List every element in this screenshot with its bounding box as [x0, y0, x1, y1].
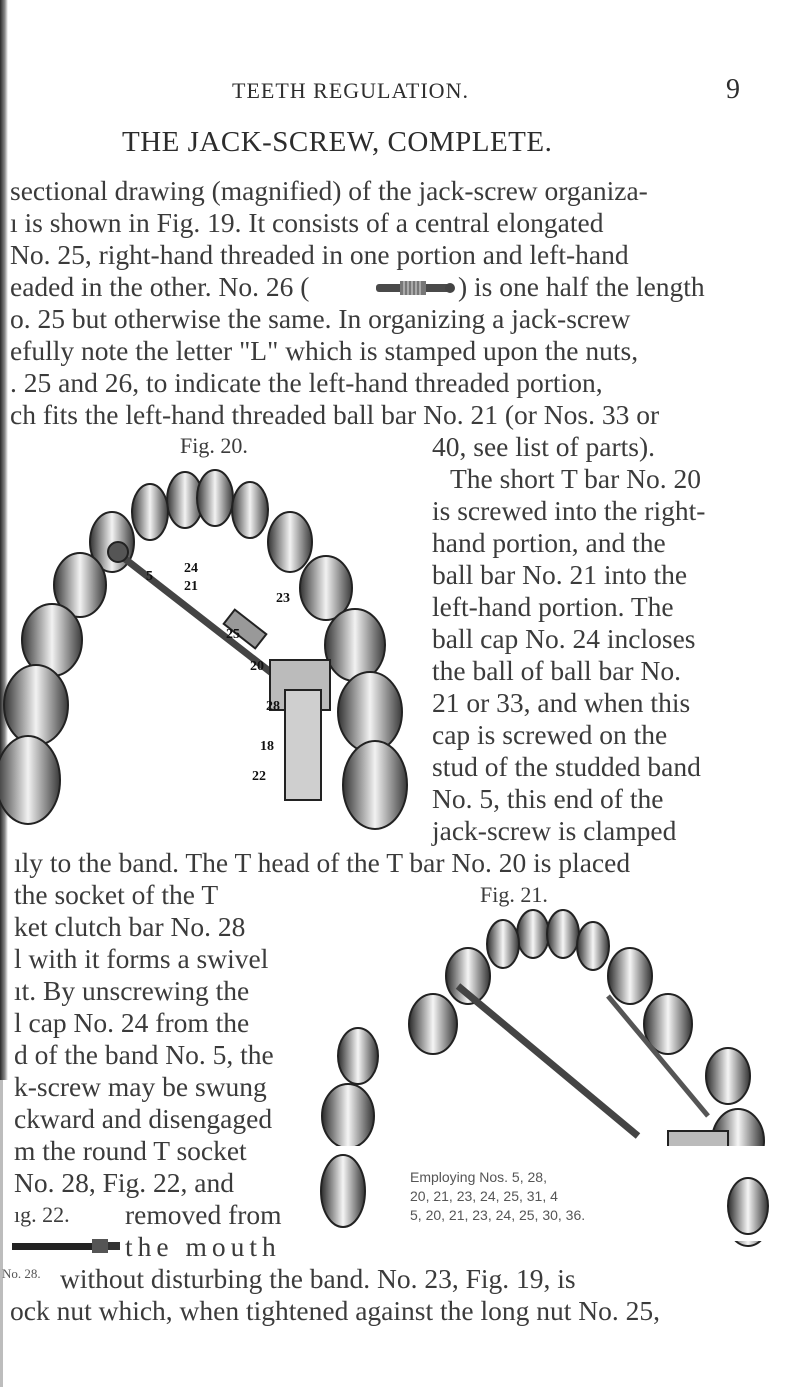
fig20-label: 23: [276, 591, 290, 606]
text-line: is screwed into the right-: [432, 495, 706, 526]
fig20-label: 25: [226, 627, 240, 642]
figure-21-mouth-appliance: [308, 906, 773, 1241]
margin-note: No. 28.: [2, 1266, 41, 1281]
text-line: No. 25, right-hand threaded in one portion and left-hand: [10, 239, 629, 270]
text-line: left-hand portion. The: [432, 591, 674, 622]
book-spine-edge: [0, 1080, 3, 1387]
text-line: 21 or 33, and when this: [432, 687, 691, 718]
fig20-label: 21: [184, 579, 198, 594]
page-number: 9: [726, 74, 740, 105]
text-line: ball cap No. 24 incloses: [432, 623, 696, 654]
text-line: ock nut which, when tightened against the long nut No. 25,: [10, 1295, 660, 1326]
fig20-label: 5: [146, 569, 153, 584]
text-line: the socket of the T: [14, 879, 219, 910]
text-line: efully note the letter "L" which is stamped upon the nuts,: [10, 335, 639, 366]
text-line: o. 25 but otherwise the same. In organizing a jack-screw: [10, 303, 631, 334]
text-line: . 25 and 26, to indicate the left-hand threaded portion,: [10, 367, 603, 398]
jack-screw-device: [108, 542, 330, 800]
figure-caption: Fig. 21.: [480, 882, 548, 907]
figure-caption: Fig. 20.: [180, 433, 248, 458]
running-head: TEETH REGULATION.: [232, 78, 469, 103]
text-line: d of the band No. 5, the: [14, 1039, 274, 1070]
text-line: ket clutch bar No. 28: [14, 911, 246, 942]
fig20-label: 22: [252, 769, 266, 784]
fig21-note-line: 5, 20, 21, 23, 24, 25, 30, 36.: [410, 1207, 586, 1223]
teeth-group: [0, 470, 407, 829]
text-line: No. 28, Fig. 22, and: [14, 1167, 234, 1198]
text-line: No. 5, this end of the: [432, 783, 664, 814]
text-line: ıt. By unscrewing the: [14, 975, 250, 1006]
text-line: sectional drawing (magnified) of the jack-screw organiza-: [10, 175, 648, 206]
text-line: m the round T socket: [14, 1135, 247, 1166]
figure-20-dental-arch: [0, 460, 420, 840]
text-line: ckward and disengaged: [14, 1103, 273, 1134]
text-line: without disturbing the band. No. 23, Fig. 19, is: [60, 1263, 576, 1294]
fig20-label: 28: [266, 699, 280, 714]
fig21-note-line: 20, 21, 23, 24, 25, 31, 4: [410, 1188, 558, 1204]
section-title: THE JACK-SCREW, COMPLETE.: [122, 126, 553, 158]
fig20-label: 24: [184, 561, 198, 576]
text-line: jack-screw is clamped: [432, 815, 677, 846]
text-line: the ball of ball bar No.: [432, 655, 681, 686]
text-line: k-screw may be swung: [14, 1071, 267, 1102]
text-line: ıly to the band. The T head of the T bar No. 20 is placed: [14, 847, 631, 878]
text-line: stud of the studded band: [432, 751, 701, 782]
text-line: 40, see list of parts).: [432, 431, 656, 462]
text-line: removed from: [125, 1199, 282, 1230]
text-line: ) is one half the length: [458, 271, 705, 302]
fig21-note-line: Employing Nos. 5, 28,: [410, 1169, 547, 1185]
fig20-label: 20: [250, 659, 264, 674]
text-line: The short T bar No. 20: [450, 463, 702, 494]
text-line: l cap No. 24 from the: [14, 1007, 250, 1038]
jack-screw-icon: [372, 278, 456, 298]
text-line: the mouth: [125, 1231, 281, 1262]
fig20-label: 18: [260, 739, 274, 754]
text-line: ball bar No. 21 into the: [432, 559, 688, 590]
text-line: l with it forms a swivel: [14, 943, 269, 974]
text-line: ı is shown in Fig. 19. It consists of a central elongated: [10, 207, 604, 238]
text-line: eaded in the other. No. 26 (: [10, 271, 310, 302]
text-line: ch fits the left-hand threaded ball bar No. 21 (or Nos. 33 or: [10, 399, 660, 430]
figure-22-jack-screw: [12, 1236, 124, 1256]
text-line: hand portion, and the: [432, 527, 666, 558]
text-line: cap is screwed on the: [432, 719, 668, 750]
figure-caption: ıg. 22.: [14, 1202, 70, 1227]
